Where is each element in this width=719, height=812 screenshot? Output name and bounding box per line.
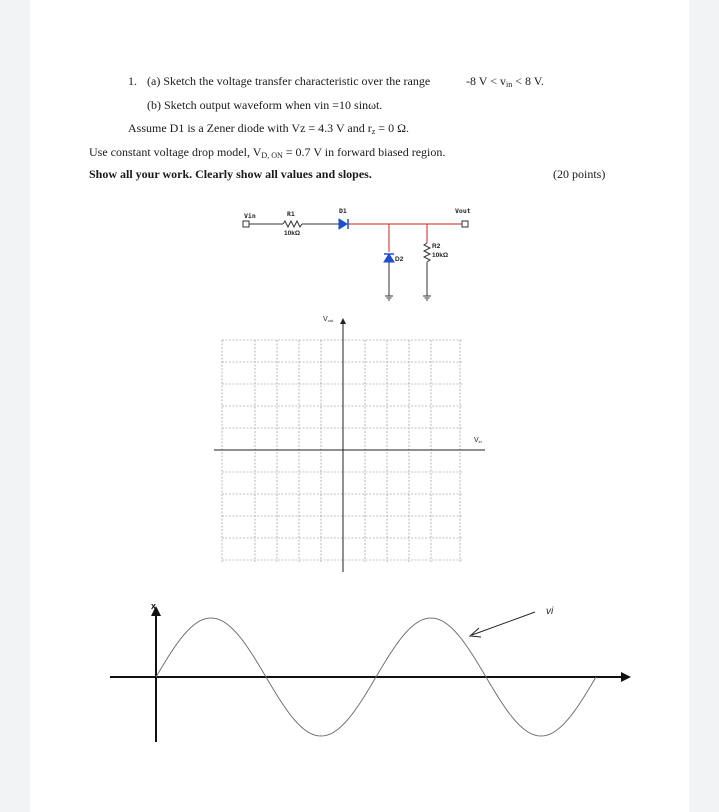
part-a-text: (a) Sketch the voltage transfer characteristic over the range bbox=[147, 74, 431, 88]
vi-label: vi bbox=[546, 606, 554, 617]
r1-resistor-icon bbox=[283, 221, 302, 227]
r2-resistor-icon bbox=[424, 243, 430, 262]
r2-label: R2 bbox=[432, 243, 441, 250]
part-a-range: -8 $V < v_{in} < 8$ V. bbox=[466, 74, 544, 89]
part-b-text: (b) Sketch output waveform when vin =10 sinωt. bbox=[147, 98, 383, 112]
model-text: Use constant voltage drop model, $V_{D, ON} = 0.7$ V in forward biased region. bbox=[89, 145, 446, 160]
problem-number: 1. bbox=[128, 74, 137, 88]
circuit-diagram bbox=[243, 219, 468, 300]
d2-label: D2 bbox=[395, 256, 404, 263]
vin-label: Vin bbox=[244, 212, 256, 220]
pointer-arrow-line bbox=[472, 612, 535, 635]
r2-value: 10kΩ bbox=[432, 252, 449, 259]
d1-label: D1 bbox=[339, 207, 347, 215]
vin-axis-label: Vin bbox=[474, 437, 482, 444]
vout-axis-arrow-icon bbox=[340, 318, 346, 324]
d2-diode-icon bbox=[384, 254, 394, 262]
amplitude-axis-label: x bbox=[151, 601, 157, 611]
instructions-text: Show all your work. Clearly show all values and slopes. bbox=[89, 167, 372, 181]
vout-axis-label: Vout bbox=[323, 316, 334, 323]
assumption-text: Assume D1 is a Zener diode with Vz = 4.3 V and $r_z = 0$ Ω. bbox=[128, 121, 409, 136]
d1-diode-icon bbox=[339, 219, 347, 229]
r1-value: 10kΩ bbox=[284, 230, 301, 237]
r1-label: R1 bbox=[287, 210, 295, 218]
time-axis-arrow-icon bbox=[621, 672, 631, 682]
points-label: (20 points) bbox=[553, 167, 606, 181]
transfer-grid bbox=[222, 340, 462, 562]
vout-terminal bbox=[462, 221, 468, 227]
vin-terminal bbox=[243, 221, 249, 227]
vout-label: Vout bbox=[455, 207, 471, 215]
